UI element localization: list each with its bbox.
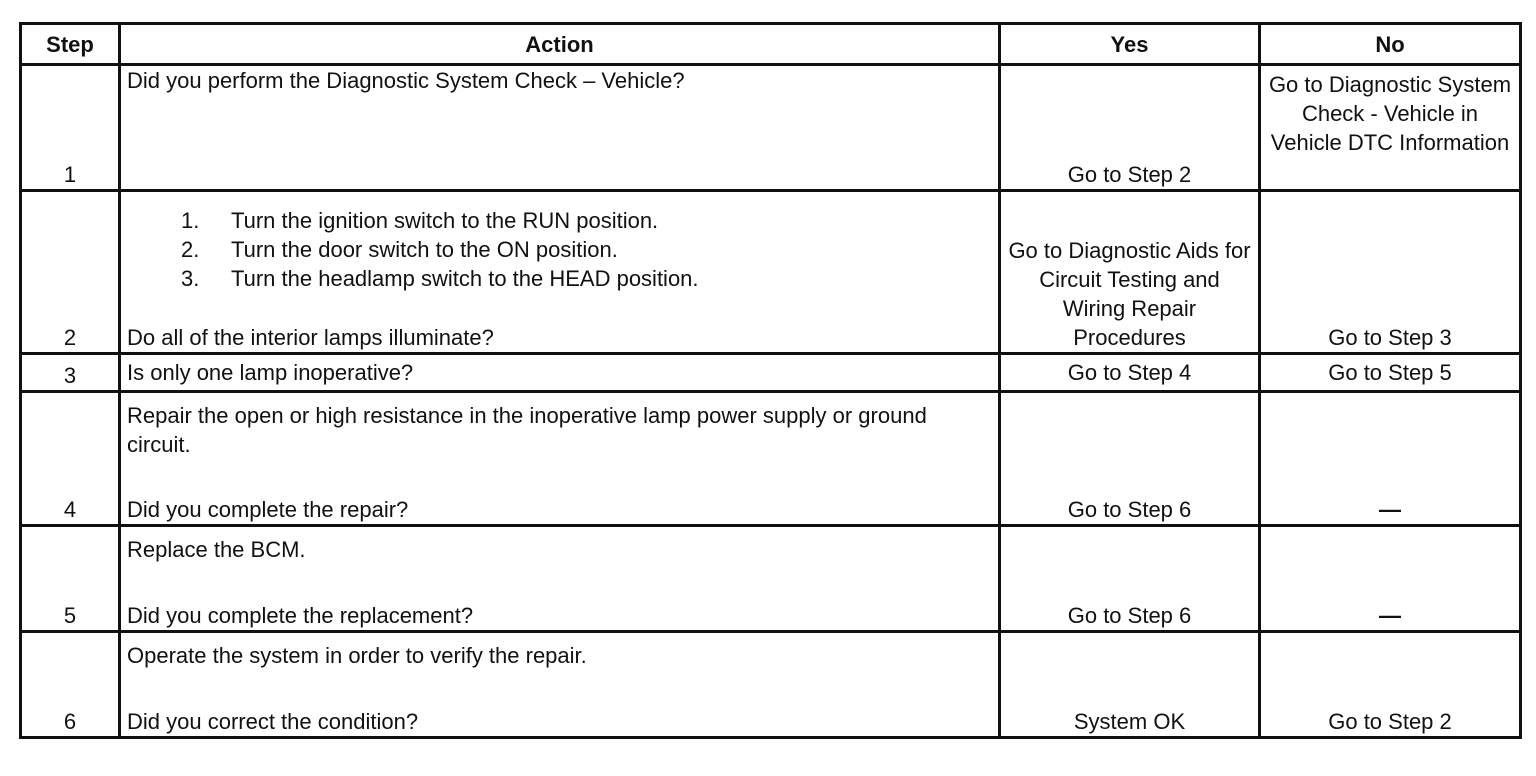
no-cell: Go to Diagnostic System Check - Vehicle in Vehicle DTC Information [1260,65,1521,191]
step-number: 1 [21,65,120,191]
instruction-list [127,206,992,293]
action-cell [120,191,1000,354]
table-row [21,526,1521,632]
no-cell: Go to Step 2 [1260,632,1521,738]
action-cell [120,392,1000,526]
action-cell [120,632,1000,738]
diagnostic-table [19,22,1522,739]
dash-text: — [1379,497,1401,522]
action-text: Operate the system in order to verify the repair. [127,643,587,668]
no-cell [1260,526,1521,632]
header-step: Step [21,24,120,65]
action-text: Repair the open or high resistance in the inoperative lamp power supply or ground circuit. [127,403,927,457]
step-number: 2 [21,191,120,354]
question-text: Do all of the interior lamps illuminate? [127,325,494,350]
action-text: Replace the BCM. [127,537,306,562]
dash-text: — [1379,603,1401,628]
header-yes: Yes [1000,24,1260,65]
yes-cell: Go to Step 2 [1000,65,1260,191]
list-item: 3. Turn the headlamp switch to the HEAD position. [181,266,699,291]
step-number: 4 [21,392,120,526]
yes-cell: Go to Step 4 [1000,354,1260,392]
action-cell [120,526,1000,632]
table-row [21,65,1521,191]
yes-cell: Go to Step 6 [1000,526,1260,632]
question-text: Did you complete the replacement? [127,603,474,628]
list-item: 1. Turn the ignition switch to the RUN position. [181,208,659,233]
yes-cell: Go to Step 6 [1000,392,1260,526]
table-row [21,632,1521,738]
action-cell [120,354,1000,392]
table-row [21,354,1521,392]
header-action: Action [120,24,1000,65]
yes-cell: Go to Diagnostic Aids for Circuit Testing and Wiring Repair Procedures [1000,191,1260,354]
list-item: 2. Turn the door switch to the ON position. [181,237,618,262]
question-text: Did you complete the repair? [127,497,409,522]
table-row [21,191,1521,354]
yes-cell: System OK [1000,632,1260,738]
step-number: 3 [21,354,120,392]
no-cell: Go to Step 3 [1260,191,1521,354]
step-number: 6 [21,632,120,738]
header-row [21,24,1521,65]
action-text: Did you perform the Diagnostic System Check – Vehicle? [127,68,685,93]
question-text: Is only one lamp inoperative? [127,360,414,385]
table-row [21,392,1521,526]
header-no: No [1260,24,1521,65]
no-cell [1260,392,1521,526]
action-cell [120,65,1000,191]
step-number: 5 [21,526,120,632]
question-text: Did you correct the condition? [127,709,419,734]
no-cell: Go to Step 5 [1260,354,1521,392]
